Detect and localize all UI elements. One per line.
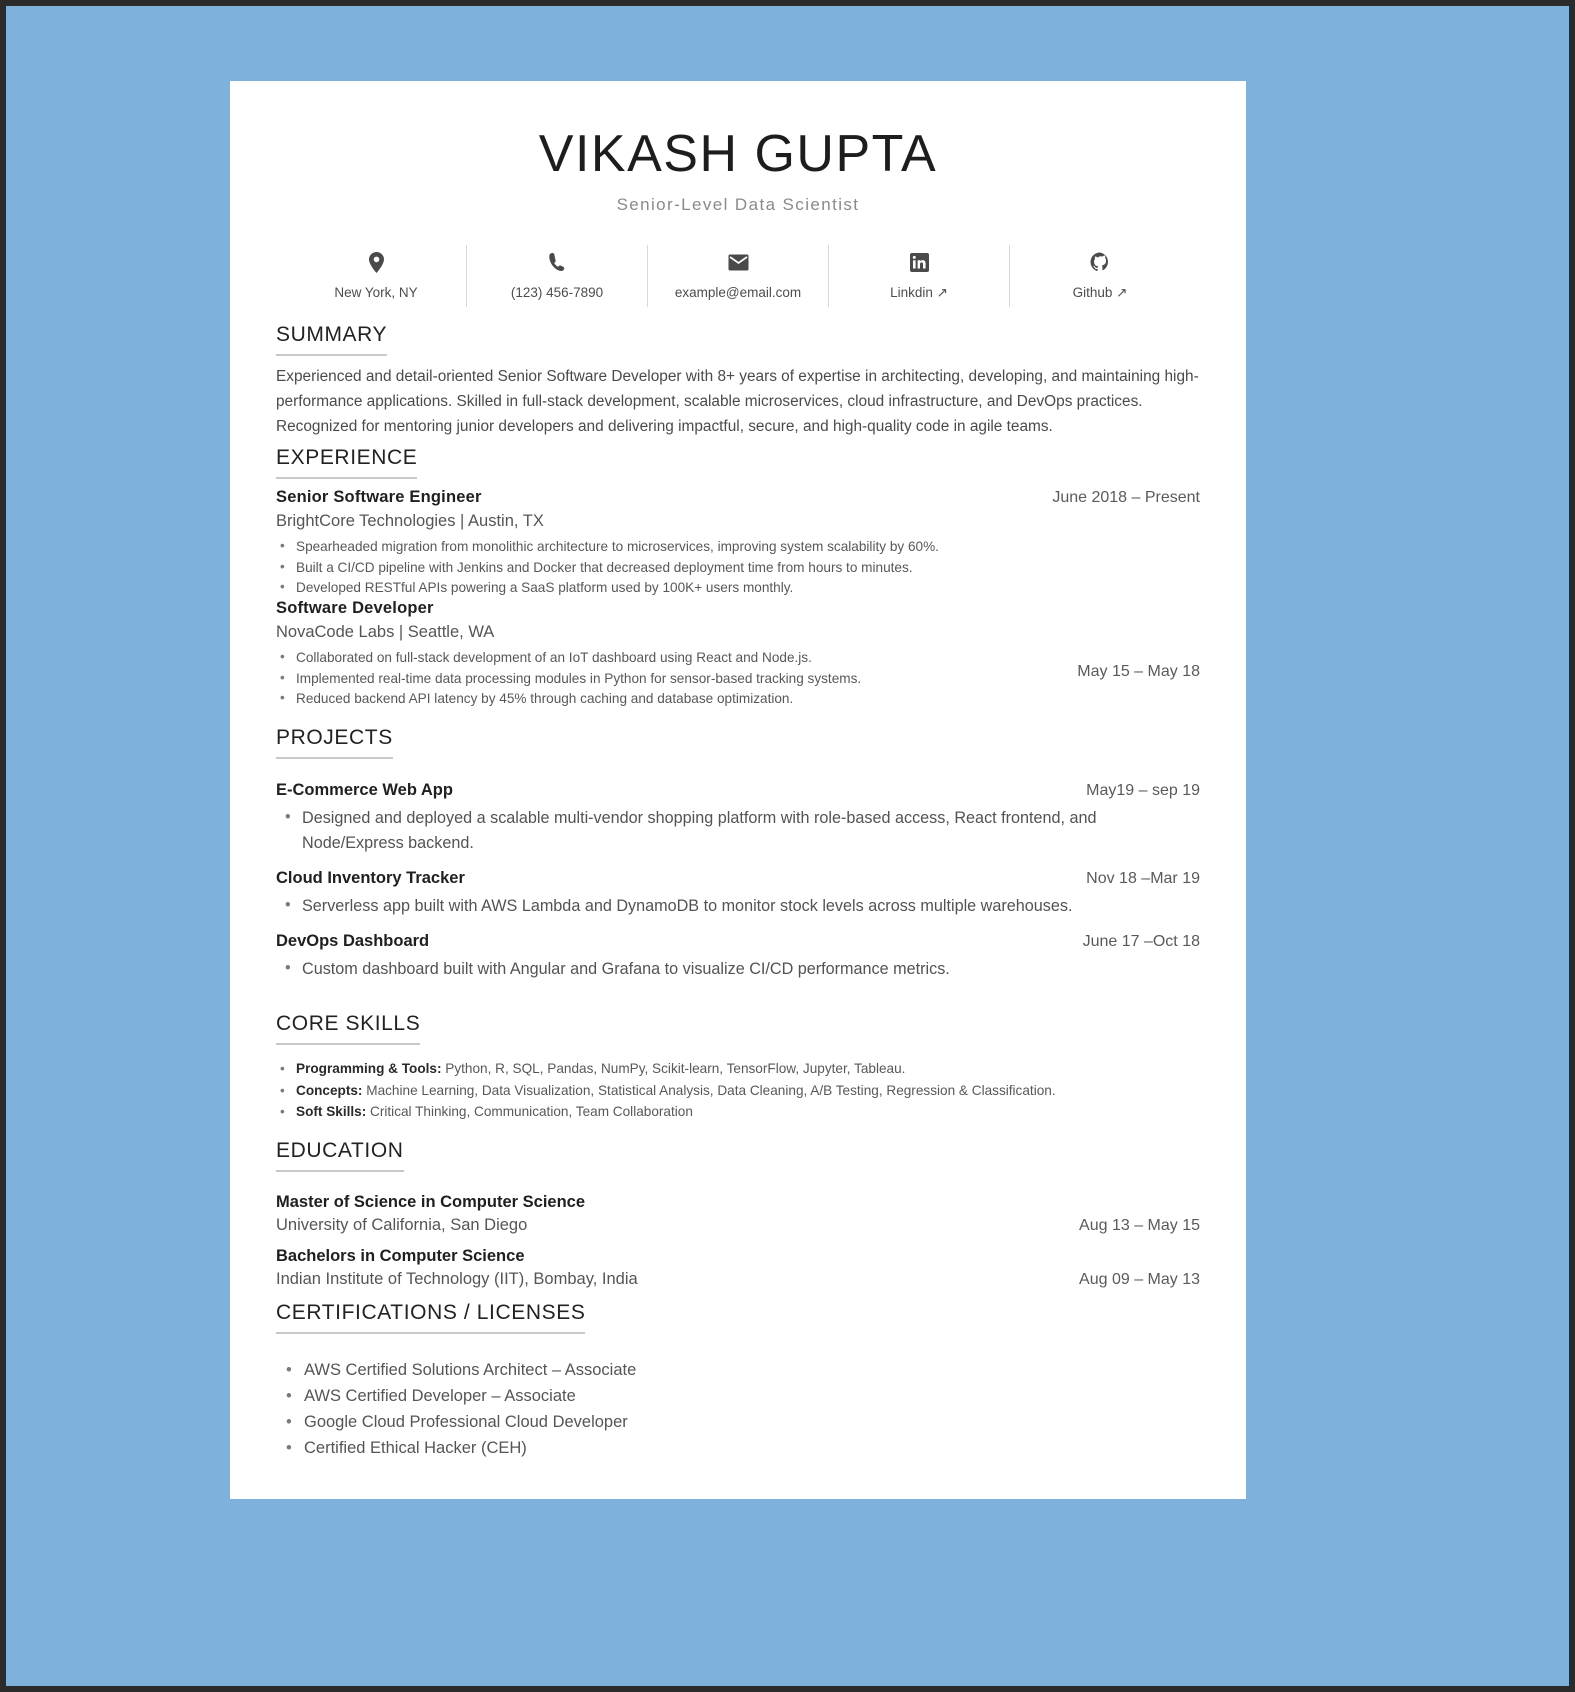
candidate-headline: Senior-Level Data Scientist [616,195,860,215]
contact-item-phone[interactable] [467,245,648,307]
section-heading-summary: SUMMARY [276,323,387,356]
certification-item: • Google Cloud Professional Cloud Developer [276,1409,1200,1435]
project-bullet-list [276,957,1200,982]
project-title: E-Commerce Web App [276,781,453,800]
core-skill-item [276,1101,1200,1122]
section-heading-education: EDUCATION [276,1139,404,1172]
education-date: Aug 13 – May 15 [1079,1216,1200,1234]
section-heading-experience: EXPERIENCE [276,446,417,479]
contact-bar [276,245,1200,307]
education-entry [276,1247,1200,1289]
experience-company: NovaCode Labs | Seattle, WA [276,623,495,642]
core-skill-item [276,1058,1200,1079]
certifications-list [276,1357,1200,1461]
contact-label-github: Github ↗ [1072,285,1128,301]
core-skill-value: Python, R, SQL, Pandas, NumPy, Scikit-learn, TensorFlow, Jupyter, Tableau. [441,1061,906,1077]
experience-job-title: Senior Software Engineer [276,488,482,507]
core-skills-list [276,1058,1200,1122]
experience-bullet: • Built a CI/CD pipeline with Jenkins and Docker that decreased deployment time from hours to minutes. [276,558,1200,579]
experience-bullet: • Spearheaded migration from monolithic architecture to microservices, improving system scalability by 60%. [276,537,1200,558]
experience-bullet: • Reduced backend API latency by 45% through caching and database optimization. [276,689,1200,710]
section-projects [276,726,1200,982]
project-title: Cloud Inventory Tracker [276,869,465,888]
core-skill-label: Soft Skills: [296,1104,367,1120]
project-bullet: • Custom dashboard built with Angular and Grafana to visualize CI/CD performance metrics. [276,957,1200,982]
section-core-skills [276,1012,1200,1122]
section-experience [276,446,1200,710]
location-pin-icon [292,249,460,275]
section-heading-core-skills: CORE SKILLS [276,1012,420,1045]
email-icon [654,249,822,275]
core-skill-value: Machine Learning, Data Visualization, Statistical Analysis, Data Cleaning, A/B Testing, Regression & Classification. [362,1082,1056,1098]
resume-document [230,81,1246,1499]
experience-job-title: Software Developer [276,599,434,618]
resume-header [276,125,1200,307]
project-bullet-list [276,894,1200,919]
contact-label-linkedin: Linkdin ↗ [890,285,948,301]
experience-bullet: • Developed RESTful APIs powering a SaaS platform used by 100K+ users monthly. [276,578,1200,599]
project-title: DevOps Dashboard [276,932,430,951]
contact-label-email: example@email.com [674,285,802,301]
core-skill-label: Programming & Tools: [296,1061,442,1077]
linkedin-icon [835,249,1003,275]
phone-icon [473,249,641,275]
core-skill-item [276,1080,1200,1101]
contact-item-linkedin[interactable] [829,245,1010,307]
contact-item-location[interactable] [286,245,467,307]
project-date: May19 – sep 19 [1086,782,1200,800]
contact-label-phone: (123) 456-7890 [510,285,604,301]
project-bullet: • Serverless app built with AWS Lambda and DynamoDB to monitor stock levels across multiple warehouses. [276,894,1200,919]
summary-text: Experienced and detail-oriented Senior Software Developer with 8+ years of expertise in architecting, developing, and maintaining high-performance applications. Skilled in full-stack development, scalable microservices, cloud infrastructure, and DevOps practices. Recognized for mentoring junior developers and delivering impactful, secure, and high-quality code in agile teams. [276,368,1199,436]
experience-company: BrightCore Technologies | Austin, TX [276,512,544,531]
education-date: Aug 09 – May 13 [1079,1270,1200,1288]
education-school: Indian Institute of Technology (IIT), Bombay, India [276,1269,638,1288]
experience-job-date: May 15 – May 18 [1077,663,1200,681]
experience-job-date: June 2018 – Present [1052,489,1200,507]
education-entry [276,1193,1200,1235]
project-entry [276,869,1200,919]
github-icon [1016,249,1184,275]
certification-item: • AWS Certified Solutions Architect – Associate [276,1357,1200,1383]
experience-bullet-list [276,537,1200,599]
certification-item: • Certified Ethical Hacker (CEH) [276,1435,1200,1461]
contact-item-github[interactable] [1010,245,1190,307]
contact-item-email[interactable] [648,245,829,307]
section-summary [276,323,1200,440]
project-date: Nov 18 –Mar 19 [1086,870,1200,888]
project-entry [276,781,1200,856]
project-entry [276,932,1200,982]
section-heading-projects: PROJECTS [276,726,393,759]
education-degree: Bachelors in Computer Science [276,1246,525,1265]
experience-bullet-list [276,648,1200,710]
project-bullet: • Designed and deployed a scalable multi-vendor shopping platform with role-based access, React frontend, and Node/Express backend. [276,806,1200,856]
section-education [276,1139,1200,1289]
section-certifications [276,1301,1200,1461]
project-date: June 17 –Oct 18 [1082,933,1200,951]
experience-entry [276,488,1200,599]
core-skill-label: Concepts: [296,1082,363,1098]
certification-item: • AWS Certified Developer – Associate [276,1383,1200,1409]
education-school: University of California, San Diego [276,1215,528,1234]
experience-bullet: • Implemented real-time data processing modules in Python for sensor-based tracking systems. [276,669,1200,690]
experience-entry [276,599,1200,710]
section-heading-certifications: CERTIFICATIONS / LICENSES [276,1301,585,1334]
experience-bullet: • Collaborated on full-stack development of an IoT dashboard using React and Node.js. [276,648,1200,669]
contact-label-location: New York, NY [334,285,418,301]
candidate-name: VIKASH GUPTA [538,125,938,183]
core-skill-value: Critical Thinking, Communication, Team Collaboration [366,1104,693,1120]
education-degree: Master of Science in Computer Science [276,1192,586,1211]
project-bullet-list [276,806,1200,856]
